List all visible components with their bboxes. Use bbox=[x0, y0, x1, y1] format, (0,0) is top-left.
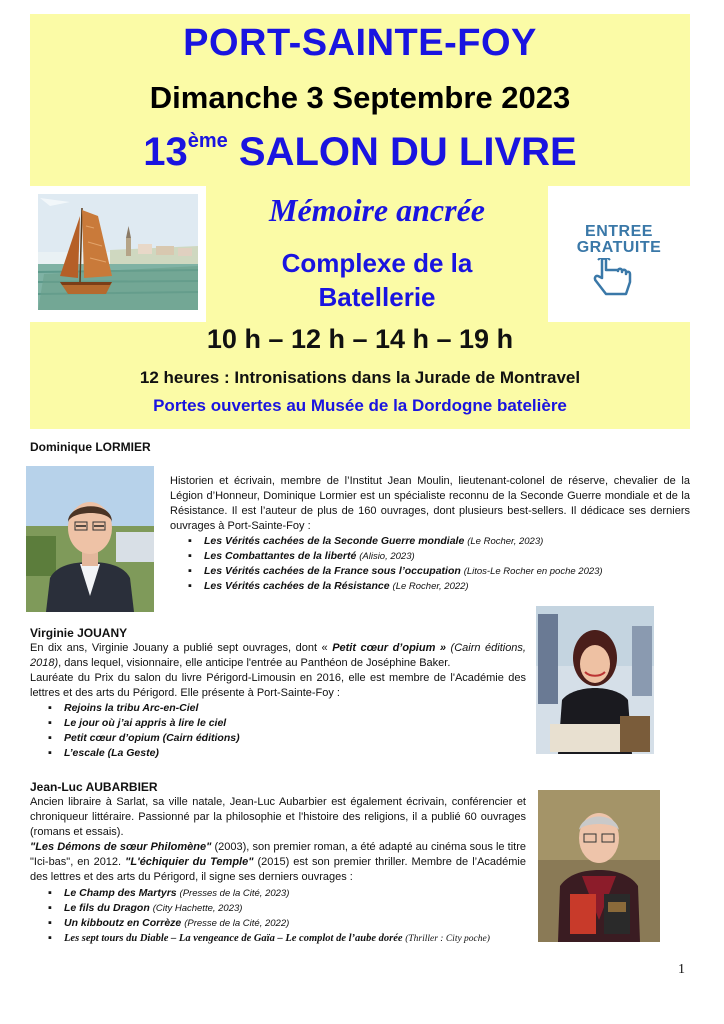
enthronement-note: 12 heures : Intronisations dans la Jurade de Montravel bbox=[139, 368, 581, 387]
author-name: Virginie JOUANY bbox=[30, 626, 128, 640]
edition-suffix: ème bbox=[187, 130, 228, 152]
author-bio-2: "Les Démons de sœur Philomène" (2003), son premier roman, a été adapté au cinéma sous le titre "Ici-bas", en 2012. "L'échiquier du Temple" (2015) est son premier thriller. Membre de l’Académie des lettres et des arts du Périgord, il signe ses derniers ouvrages : bbox=[30, 841, 526, 883]
venue-line-2: Batellerie bbox=[318, 282, 436, 312]
book-item: ▪ Rejoins la tribu Arc-en-Ciel bbox=[48, 701, 508, 716]
author-bio: Historien et écrivain, membre de l’Institut Jean Moulin, lieutenant-colonel de réserve, chevalier de la Légion d’Honneur, Dominique Lormier est un spécialiste reconnu de la Seconde Guerre mondiale et de la Résistance. Il est l’auteur de plus de 160 ouvrages, dont plusieurs best-sellers. Il dédicace ses derniers ouvrages à Port-Sainte-Foy : bbox=[170, 475, 690, 532]
venue-line-1: Complexe de la bbox=[281, 248, 473, 278]
book-list bbox=[188, 534, 688, 594]
book-item: ▪ Les Combattantes de la liberté (Alisio, 2023) bbox=[188, 549, 688, 564]
book-item: ▪ Les Vérités cachées de la Résistance (Le Rocher, 2022) bbox=[188, 579, 688, 594]
pointing-hand-icon bbox=[592, 258, 640, 305]
page-number: 1 bbox=[678, 962, 685, 977]
salon-theme: Mémoire ancrée bbox=[269, 192, 485, 228]
author-photo bbox=[26, 466, 154, 612]
book-item: ▪ Un kibboutz en Corrèze (Presse de la Cité, 2022) bbox=[48, 916, 528, 931]
book-item: ▪ L’escale (La Geste) bbox=[48, 746, 508, 761]
book-item: ▪ Le fils du Dragon (City Hachette, 2023) bbox=[48, 901, 528, 916]
book-item: ▪ Petit cœur d’opium (Cairn éditions) bbox=[48, 731, 508, 746]
free-entry-line-1: ENTREE bbox=[585, 223, 653, 240]
author-bio: En dix ans, Virginie Jouany a publié sept ouvrages, dont « Petit cœur d’opium » (Cairn éditions, 2018), dans lequel, visionnaire, elle anticipe l'entrée au Panthéon de Joséphine Baker. bbox=[30, 642, 526, 669]
event-name: SALON DU LIVRE bbox=[238, 130, 577, 174]
author-photo bbox=[536, 606, 654, 754]
venue-name bbox=[206, 246, 548, 314]
author-name: Dominique LORMIER bbox=[30, 440, 151, 454]
event-title bbox=[30, 130, 690, 175]
event-date: Dimanche 3 Septembre 2023 bbox=[149, 80, 571, 115]
book-list bbox=[48, 886, 528, 947]
author-photo bbox=[538, 790, 660, 942]
author-bio-2: Lauréate du Prix du salon du livre Périgord-Limousin en 2016, elle est membre de l'Académie des lettres et des arts du Périgord. Elle présente à Port-Sainte-Foy : bbox=[30, 672, 526, 699]
book-item: ▪ Le jour où j’ai appris à lire le ciel bbox=[48, 716, 508, 731]
opening-hours: 10 h – 12 h – 14 h – 19 h bbox=[206, 324, 514, 354]
edition-number: 13 bbox=[143, 130, 188, 174]
free-entry-badge bbox=[548, 186, 690, 322]
free-entry-line-2: GRATUITE bbox=[576, 239, 662, 256]
town-title: PORT-SAINTE-FOY bbox=[183, 22, 537, 64]
author-name: Jean-Luc AUBARBIER bbox=[30, 780, 158, 794]
book-list bbox=[48, 701, 508, 761]
book-item: ▪ Le Champ des Martyrs (Presses de la Cité, 2023) bbox=[48, 886, 528, 901]
book-item: ▪ Les sept tours du Diable – La vengeance de Gaïa – Le complot de l’aube dorée (Thriller : City poche) bbox=[48, 931, 528, 947]
book-item: ▪ Les Vérités cachées de la Seconde Guerre mondiale (Le Rocher, 2023) bbox=[188, 534, 688, 549]
book-item: ▪ Les Vérités cachées de la France sous l’occupation (Litos-Le Rocher en poche 2023) bbox=[188, 564, 688, 579]
author-bio: Ancien libraire à Sarlat, sa ville natale, Jean-Luc Aubarbier est également écrivain, conférencier et chroniqueur littéraire. Passionné par la philosophie et l'histoire des religions, il a publié 60 ouvrages (romans et essais). bbox=[30, 796, 526, 838]
open-house-note: Portes ouvertes au Musée de la Dordogne batelière bbox=[153, 396, 567, 415]
sailboat-painting bbox=[30, 186, 206, 322]
